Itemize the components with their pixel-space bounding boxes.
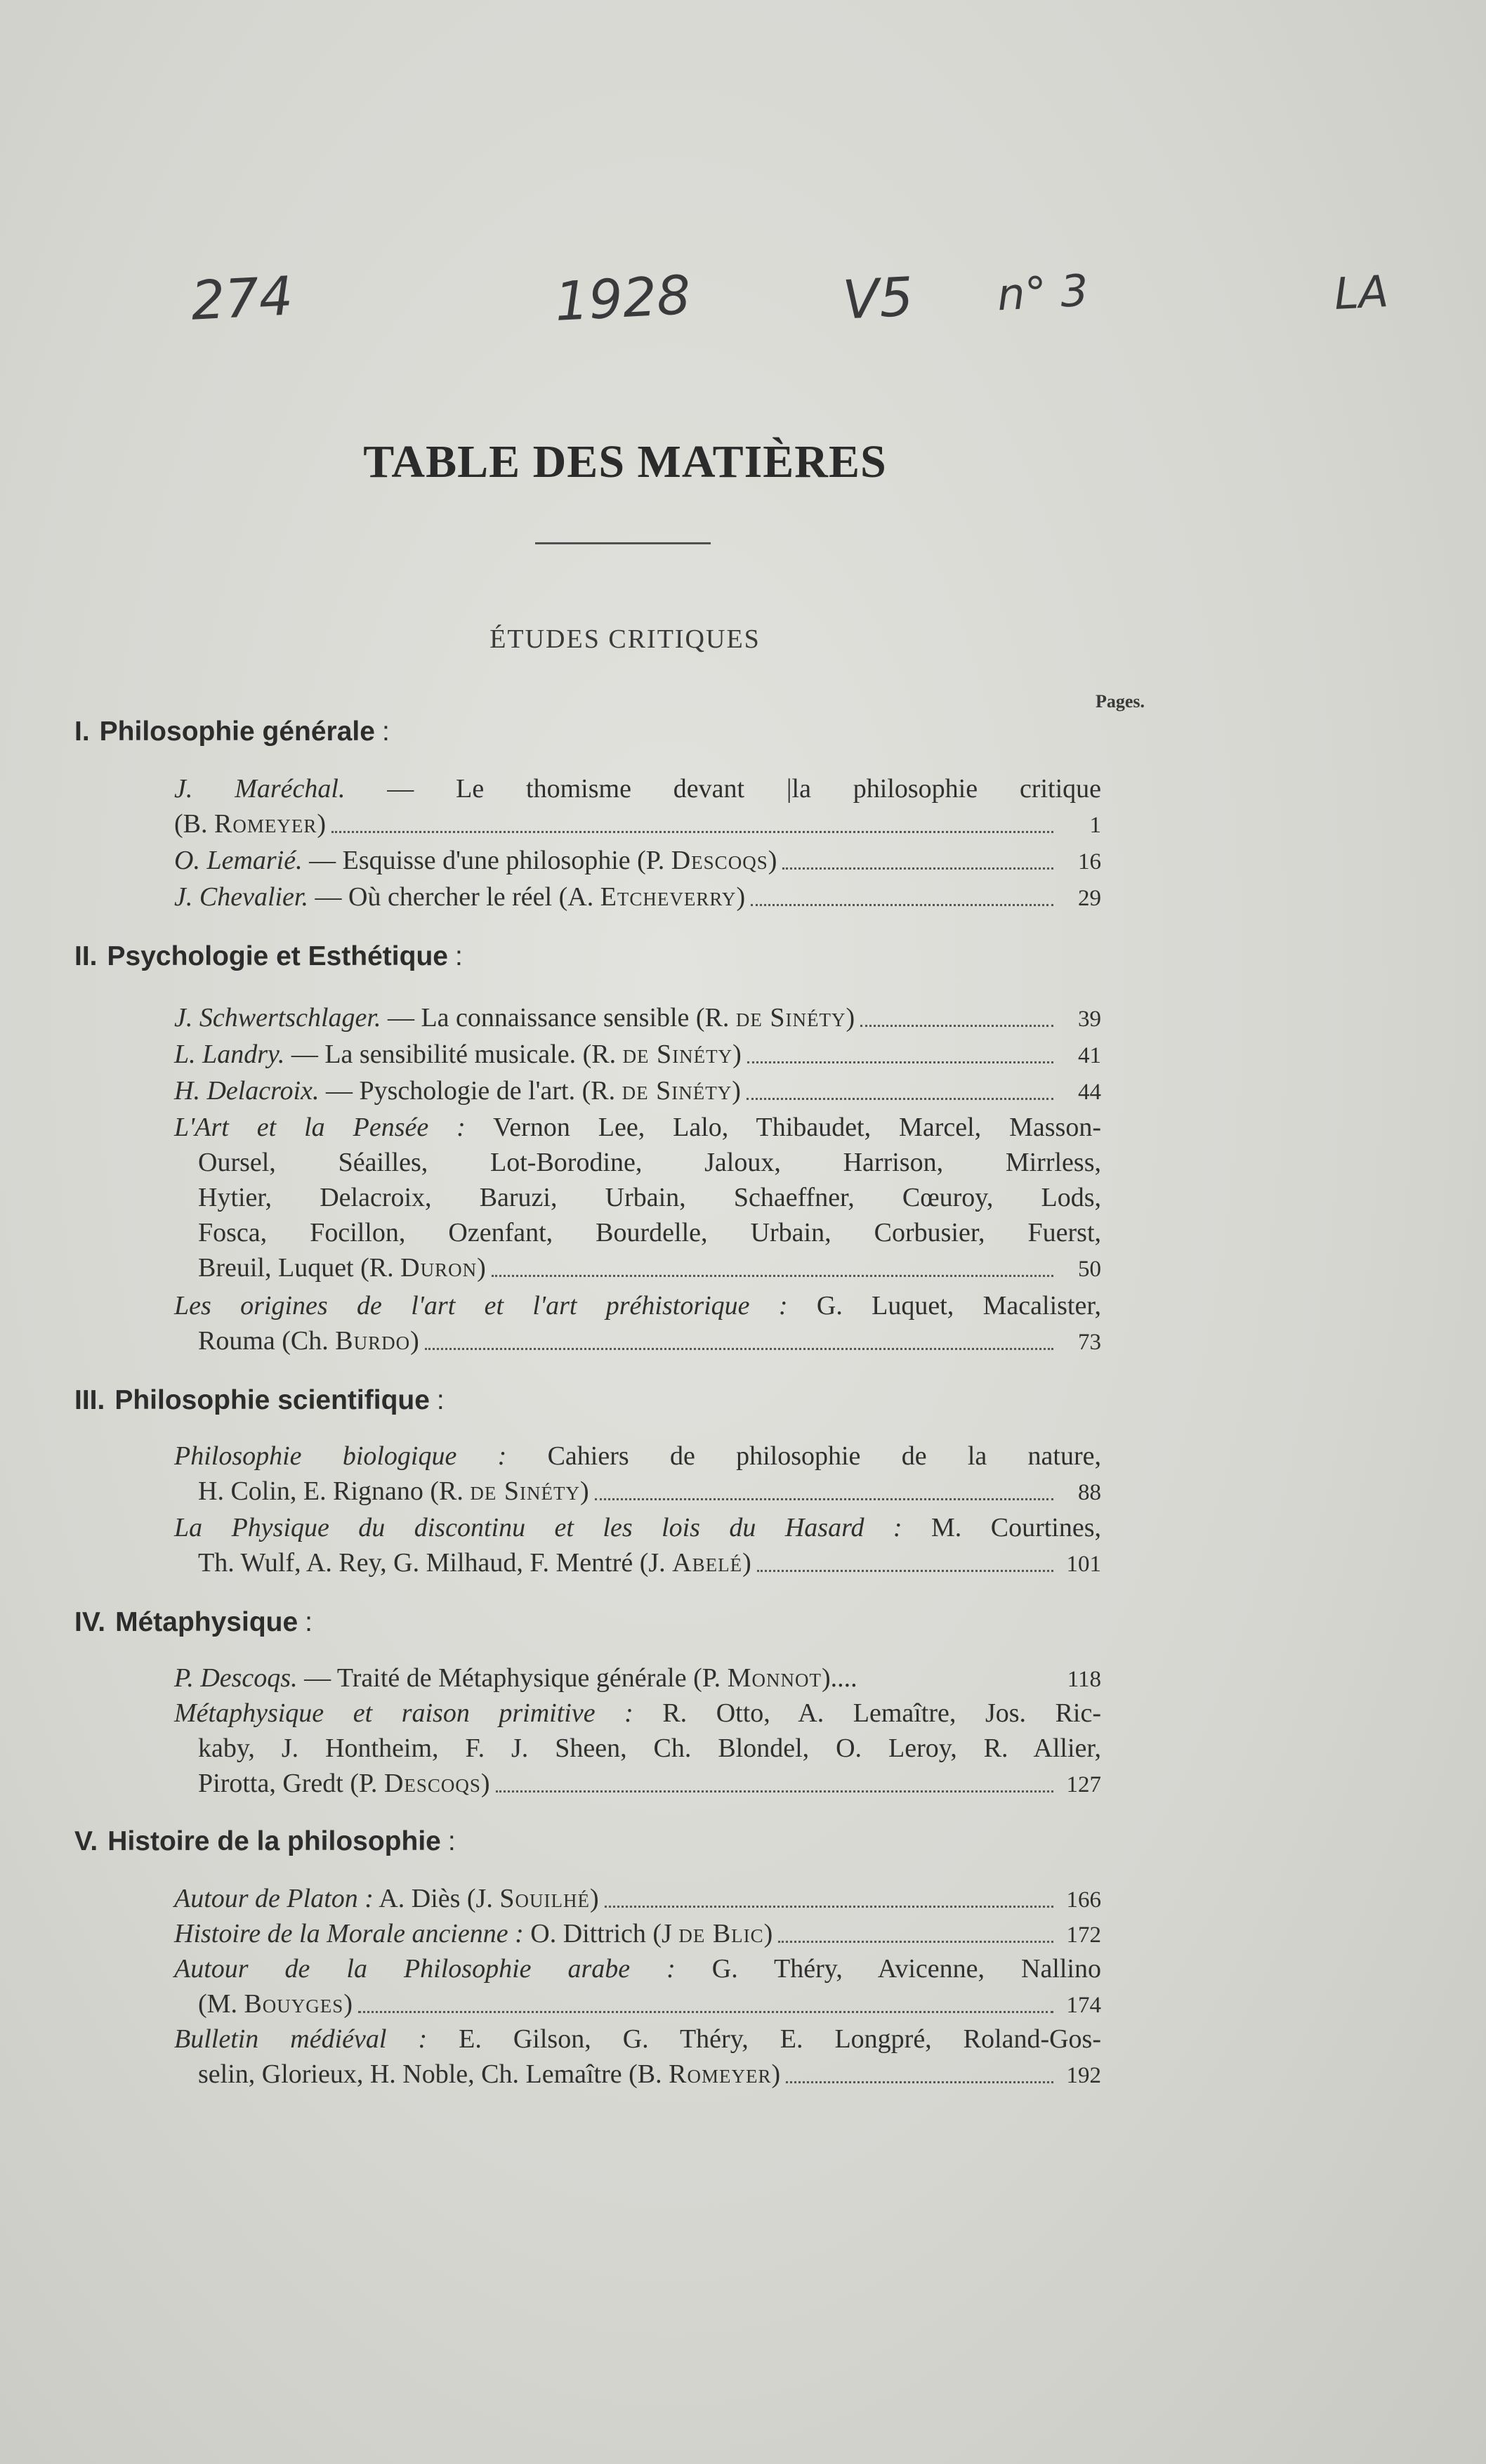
- handwritten-volume: V5: [841, 265, 915, 332]
- section-heading: V. Histoire de la philosophie :: [74, 1826, 456, 1856]
- page-number: 1: [1089, 813, 1101, 838]
- toc-entry: Autour de Platon : A. Diès (J. Souilhé) 166: [174, 1881, 1101, 1916]
- toc-entry: La Physique du discontinu et les lois du Hasard : M. Courtines, Th. Wulf, A. Rey, G. Milhaud, F. Mentré (J. Abelé) 101: [174, 1510, 1101, 1580]
- page-number: 118: [1067, 1667, 1101, 1692]
- section-heading: IV. Métaphysique :: [74, 1607, 313, 1637]
- handwritten-ref: 274: [189, 264, 295, 332]
- toc-entry: L'Art et la Pensée : Vernon Lee, Lalo, Thibaudet, Marcel, Masson- Oursel, Séailles, Lot-Borodine, Jaloux, Harrison, Mirrless, Hytier, Delacroix, Baruzi, Urbain, Schaeffner, Cœuroy, Lods, Fosca, Focillon, Ozenfant, Bourdelle, Urbain, Corbusier, Fuerst, Breuil, Luquet (R. Duron) 50: [174, 1110, 1101, 1285]
- page-number: 41: [1078, 1043, 1101, 1068]
- page-number: 16: [1078, 849, 1101, 874]
- toc-entry: Les origines de l'art et l'art préhistorique : G. Luquet, Macalister, Rouma (Ch. Burdo) 73: [174, 1288, 1101, 1358]
- page-number: 29: [1078, 886, 1101, 911]
- pages-column-label: Pages.: [1096, 691, 1145, 712]
- toc-entry: J. Chevalier. — Où chercher le réel (A. Etcheverry) 29: [174, 879, 1101, 915]
- toc-entry: Histoire de la Morale ancienne : O. Dittrich (J de Blic) 172: [174, 1916, 1101, 1951]
- section-heading: III. Philosophie scientifique :: [74, 1385, 445, 1415]
- toc-entry: J. Schwertschlager. — La connaissance sensible (R. de Sinéty) 39: [174, 1000, 1101, 1035]
- page-number: 166: [1066, 1887, 1101, 1913]
- toc-entry: Philosophie biologique : Cahiers de philosophie de la nature, H. Colin, E. Rignano (R. de Sinéty) 88: [174, 1439, 1101, 1509]
- page-number: 39: [1078, 1007, 1101, 1032]
- toc-entry: Autour de la Philosophie arabe : G. Théry, Avicenne, Nallino (M. Bouyges) 174: [174, 1951, 1101, 2021]
- page-number: 44: [1078, 1080, 1101, 1105]
- page-number: 172: [1066, 1922, 1101, 1948]
- toc-entry: Métaphysique et raison primitive : R. Otto, A. Lemaître, Jos. Ric- kaby, J. Hontheim, F. J. Sheen, Ch. Blondel, O. Leroy, R. Allier, Pirotta, Gredt (P. Descoqs) 127: [174, 1696, 1101, 1801]
- handwritten-number: n° 3: [996, 264, 1090, 321]
- toc-entry: L. Landry. — La sensibilité musicale. (R. de Sinéty) 41: [174, 1037, 1101, 1072]
- page-number: 127: [1066, 1772, 1101, 1797]
- page-title: TABLE DES MATIÈRES: [363, 436, 887, 487]
- toc-entry: J. Maréchal. — Le thomisme devant |la philosophie critique (B. Romeyer) 1: [174, 771, 1101, 841]
- toc-entry: P. Descoqs. — Traité de Métaphysique générale (P. Monnot).... 118: [174, 1660, 1101, 1696]
- page-number: 50: [1078, 1257, 1101, 1282]
- page-number: 101: [1066, 1552, 1101, 1577]
- section-heading: I. Philosophie générale :: [74, 716, 390, 747]
- toc-entry: O. Lemarié. — Esquisse d'une philosophie (P. Descoqs) 16: [174, 843, 1101, 878]
- page-number: 73: [1078, 1330, 1101, 1355]
- page-number: 88: [1078, 1480, 1101, 1505]
- toc-entry: Bulletin médiéval : E. Gilson, G. Théry, E. Longpré, Roland-Gos- selin, Glorieux, H. Noble, Ch. Lemaître (B. Romeyer) 192: [174, 2021, 1101, 2092]
- handwritten-year: 1928: [553, 263, 692, 334]
- handwritten-code: LA: [1333, 266, 1390, 320]
- page-number: 174: [1066, 1993, 1101, 2018]
- section-heading: II. Psychologie et Esthétique :: [74, 941, 463, 971]
- section-subtitle: ÉTUDES CRITIQUES: [489, 624, 761, 654]
- toc-entry: H. Delacroix. — Pyschologie de l'art. (R. de Sinéty) 44: [174, 1073, 1101, 1108]
- page-number: 192: [1066, 2063, 1101, 2088]
- title-divider: [535, 542, 711, 544]
